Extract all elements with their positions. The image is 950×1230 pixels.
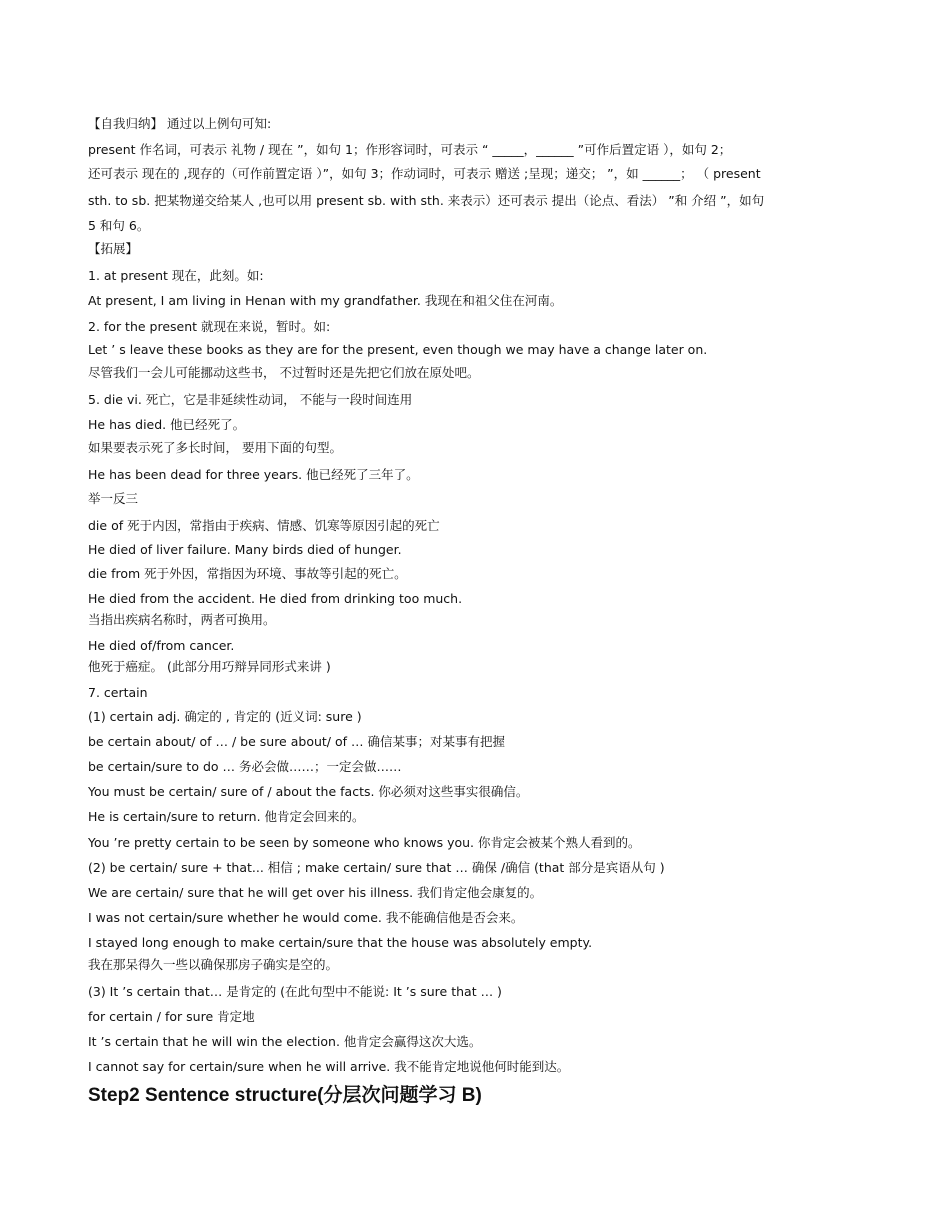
text-line: be certain/sure to do … 务必会做……；一定会做…… (88, 759, 402, 774)
text-line: He died of liver failure. Many birds died of hunger. (88, 542, 402, 557)
text-line: 我在那呆得久一些以确保那房子确实是空的。 (88, 957, 339, 972)
text-line: He has died. 他已经死了。 (88, 417, 246, 432)
text-line: I stayed long enough to make certain/sure that the house was absolutely empty. (88, 935, 593, 950)
text-line: (1) certain adj. 确定的 , 肯定的 (近义词: sure ) (88, 709, 362, 724)
text-line: We are certain/ sure that he will get over his illness. 我们肯定他会康复的。 (88, 885, 543, 900)
text-line: 5 和句 6。 (88, 218, 150, 233)
text-line: Let ’ s leave these books as they are for the present, even though we may have a change later on. (88, 342, 708, 357)
text-line: 他死于癌症。 (此部分用巧辩异同形式来讲 ) (88, 659, 331, 674)
text-line: It ’s certain that he will win the election. 他肯定会赢得这次大选。 (88, 1034, 482, 1049)
text-line: 【自我归纳】 通过以上例句可知: (88, 116, 272, 131)
text-line: He died from the accident. He died from drinking too much. (88, 591, 463, 606)
text-line: He is certain/sure to return. 他肯定会回来的。 (88, 809, 365, 824)
text-line: be certain about/ of … / be sure about/ of … 确信某事；对某事有把握 (88, 734, 505, 749)
text-line: 尽管我们一会儿可能挪动这些书， 不过暂时还是先把它们放在原处吧。 (88, 365, 480, 380)
text-line: present 作名词，可表示 礼物 / 现在 ”，如句 1；作形容词时，可表示 “ _____，______ ”可作后置定语 ），如句 2； (88, 142, 732, 157)
text-line: (2) be certain/ sure + that... 相信 ; make certain/ sure that … 确保 /确信 (that 部分是宾语从句 ) (88, 860, 665, 875)
text-line: I cannot say for certain/sure when he will arrive. 我不能肯定地说他何时能到达。 (88, 1059, 570, 1074)
text-line: You ’re pretty certain to be seen by someone who knows you. 你肯定会被某个熟人看到的。 (88, 835, 641, 850)
text-line: He has been dead for three years. 他已经死了三年了。 (88, 467, 419, 482)
text-line: 当指出疾病名称时，两者可换用。 (88, 612, 276, 627)
text-line: 7. certain (88, 685, 148, 700)
text-line: (3) It ’s certain that… 是肯定的 (在此句型中不能说: It ’s sure that … ) (88, 984, 502, 999)
text-line: 2. for the present 就现在来说，暂时。如: (88, 319, 331, 334)
text-line: I was not certain/sure whether he would come. 我不能确信他是否会来。 (88, 910, 524, 925)
text-line: You must be certain/ sure of / about the facts. 你必须对这些事实很确信。 (88, 784, 529, 799)
text-line: die from 死于外因，常指因为环境、事故等引起的死亡。 (88, 566, 407, 581)
text-line: 【拓展】 (88, 241, 139, 256)
text-line: die of 死于内因，常指由于疾病、情感、饥寒等原因引起的死亡 (88, 518, 440, 533)
text-line: for certain / for sure 肯定地 (88, 1009, 255, 1024)
section-heading: Step2 Sentence structure(分层次问题学习 B) (88, 1085, 482, 1106)
text-line: 5. die vi. 死亡，它是非延续性动词， 不能与一段时间连用 (88, 392, 413, 407)
text-line: 1. at present 现在，此刻。如: (88, 268, 264, 283)
text-line: 如果要表示死了多长时间， 要用下面的句型。 (88, 440, 342, 455)
text-line: 还可表示 现在的 ,现存的（可作前置定语 ）”，如句 3；作动词时，可表示 赠送 ;呈现；递交； ”，如 ______； （ present (88, 166, 761, 181)
text-line: 举一反三 (88, 491, 139, 506)
text-line: He died of/from cancer. (88, 638, 235, 653)
text-line: sth. to sb. 把某物递交给某人 ,也可以用 present sb. with sth. 来表示）还可表示 提出（论点、看法） ”和 介绍 ”，如句 (88, 193, 765, 208)
text-line: At present, I am living in Henan with my grandfather. 我现在和祖父住在河南。 (88, 293, 563, 308)
